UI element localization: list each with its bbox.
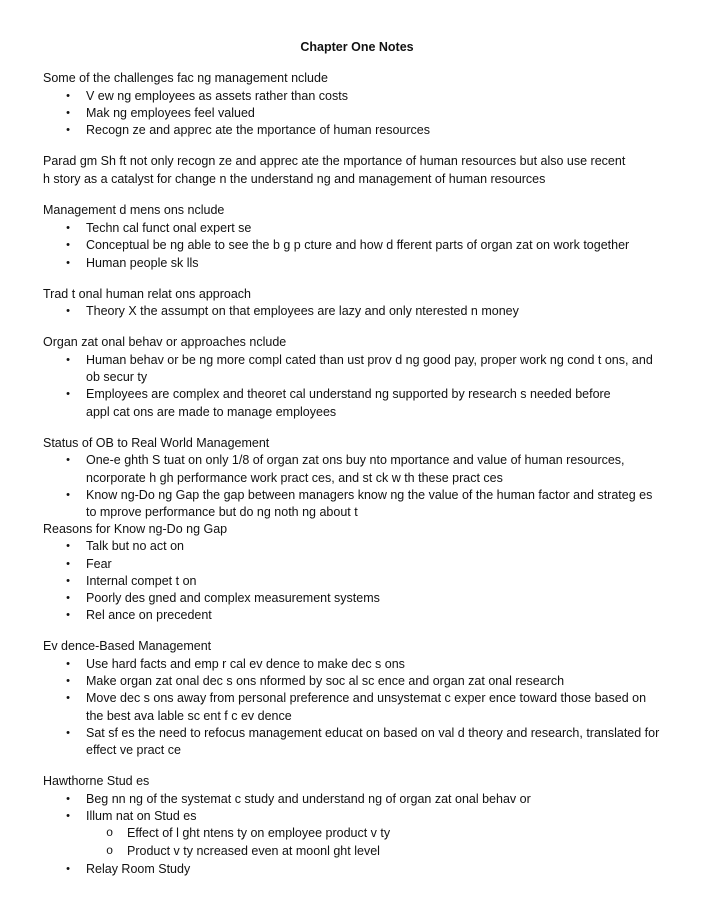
section-heading-traditional: Trad t onal human relat ons approach [43,287,251,301]
list-item: • Human people sk lls [86,255,686,272]
bullet-icon: • [66,454,70,466]
list-item-continuation: ob secur ty [86,370,148,384]
list-item: • Conceptual be ng able to see the b g p cture and how d fferent parts of organ zat on work together [86,237,686,254]
paragraph-line: h story as a catalyst for change n the understand ng and management of human resources [43,172,546,186]
list-item: • Rel ance on precedent [86,607,686,624]
bullet-icon: • [66,305,70,317]
section-heading-challenges: Some of the challenges fac ng management nclude [43,71,328,85]
bullet-icon: • [66,540,70,552]
list-item: • Fear [86,556,686,573]
section-heading-ob-approaches: Organ zat onal behav or approaches nclude [43,335,287,349]
list-item: • Use hard facts and emp r cal ev dence to make dec s ons [86,656,686,673]
bullet-icon: • [66,124,70,136]
list-item: • Human behav or be ng more compl cated than ust prov d ng good pay, proper work ng cond t ons, and [86,352,686,369]
list-item: • Employees are complex and theoret cal understand ng supported by research s needed before [86,386,686,403]
section-heading-status-ob: Status of OB to Real World Management [43,436,270,450]
page-title: Chapter One Notes [300,40,414,54]
bullet-icon: • [66,489,70,501]
section-heading-evidence-based: Ev dence-Based Management [43,639,212,653]
list-item-continuation: effect ve pract ce [86,743,181,757]
bullet-icon: • [66,692,70,704]
bullet-icon: • [66,810,70,822]
bullet-icon: • [66,558,70,570]
list-item-continuation: ncorporate h gh performance work pract ces, and st ck w th these pract ces [86,471,503,485]
sub-list-item: o Effect of l ght ntens ty on employee product v ty [127,825,687,842]
list-item: • V ew ng employees as assets rather than costs [86,88,686,105]
list-item-continuation: the best ava lable sc ent f c ev dence [86,709,292,723]
bullet-icon: • [66,354,70,366]
list-item: • Theory X the assumpt on that employees are lazy and only nterested n money [86,303,686,320]
list-item: • Beg nn ng of the systemat c study and understand ng of organ zat onal behav or [86,791,686,808]
section-heading-knowing-doing: Reasons for Know ng-Do ng Gap [43,522,228,536]
bullet-icon: • [66,107,70,119]
bullet-icon: • [66,793,70,805]
list-item: • Poorly des gned and complex measurement systems [86,590,686,607]
bullet-icon: • [66,222,70,234]
list-item-continuation: to mprove performance but do ng noth ng about t [86,505,358,519]
list-item: • Move dec s ons away from personal preference and unsystemat c exper ence toward those based on [86,690,686,707]
section-heading-hawthorne: Hawthorne Stud es [43,774,150,788]
paragraph-line: Parad gm Sh ft not only recogn ze and apprec ate the mportance of human resources but also use recent [43,154,626,168]
list-item-continuation: appl cat ons are made to manage employees [86,405,337,419]
list-item: • Sat sf es the need to refocus management educat on based on val d theory and research, translated for [86,725,686,742]
list-item: • Relay Room Study [86,861,686,878]
bullet-icon: • [66,658,70,670]
list-item: • Internal compet t on [86,573,686,590]
circle-bullet-icon: o [106,844,114,858]
list-item: • Know ng-Do ng Gap the gap between managers know ng the value of the human factor and strateg es [86,487,686,504]
bullet-icon: • [66,727,70,739]
sub-list-item: o Product v ty ncreased even at moonl ght level [127,843,687,860]
list-item: • Illum nat on Stud es [86,808,686,825]
list-item: • Talk but no act on [86,538,686,555]
bullet-icon: • [66,388,70,400]
list-item: • Mak ng employees feel valued [86,105,686,122]
bullet-icon: • [66,257,70,269]
bullet-icon: • [66,239,70,251]
bullet-icon: • [66,575,70,587]
bullet-icon: • [66,592,70,604]
bullet-icon: • [66,675,70,687]
bullet-icon: • [66,609,70,621]
bullet-icon: • [66,863,70,875]
list-item: • One-e ghth S tuat on only 1/8 of organ zat ons buy nto mportance and value of human resources, [86,452,686,469]
bullet-icon: • [66,90,70,102]
list-item: • Make organ zat onal dec s ons nformed by soc al sc ence and organ zat onal research [86,673,686,690]
list-item: • Techn cal funct onal expert se [86,220,686,237]
circle-bullet-icon: o [106,826,114,840]
list-item: • Recogn ze and apprec ate the mportance of human resources [86,122,686,139]
section-heading-dimensions: Management d mens ons nclude [43,203,225,217]
